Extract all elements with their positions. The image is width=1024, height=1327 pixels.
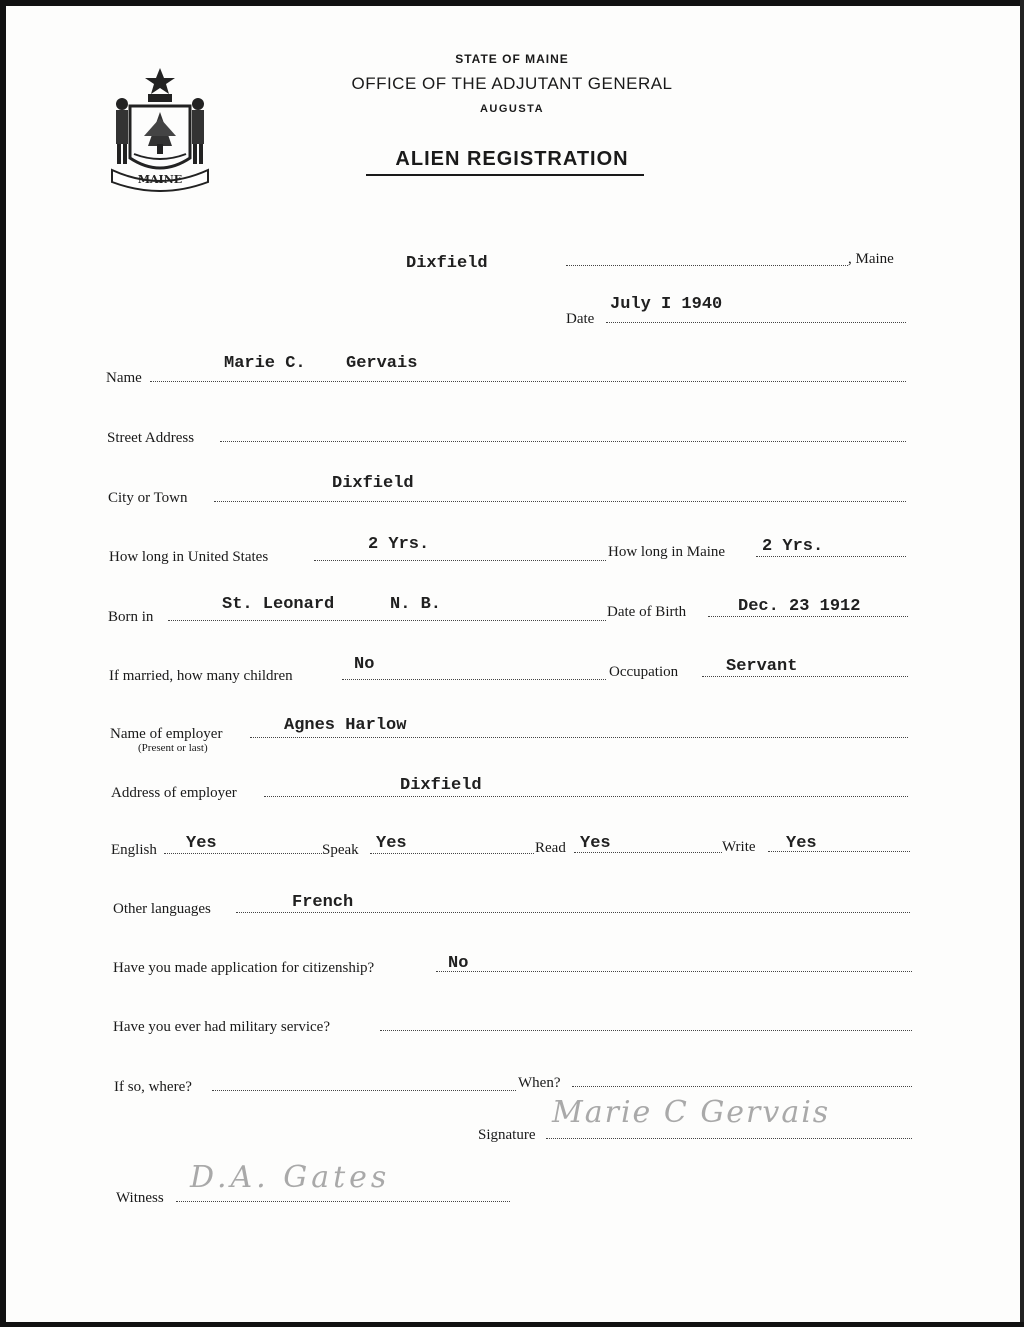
seal-banner-text: MAINE xyxy=(137,173,183,186)
military-line xyxy=(380,1030,912,1031)
military-label: Have you ever had military service? xyxy=(113,1019,330,1035)
dob-line xyxy=(708,616,908,617)
write-line xyxy=(768,851,910,852)
speak-label: Speak xyxy=(322,842,359,858)
street-line xyxy=(220,441,906,442)
name-label: Name xyxy=(106,370,142,386)
citizenship-line xyxy=(436,971,912,972)
date-line xyxy=(606,322,906,323)
scan-edge-bottom xyxy=(0,1322,1024,1327)
place-line xyxy=(566,265,848,266)
where-label: If so, where? xyxy=(114,1079,192,1095)
children-line xyxy=(342,679,606,680)
other-languages-value: French xyxy=(292,893,354,912)
other-languages-line xyxy=(236,912,910,913)
born-town-value: St. Leonard xyxy=(222,595,335,614)
employer-label: Name of employer xyxy=(110,726,223,742)
scan-edge-right xyxy=(1020,0,1024,1327)
street-label: Street Address xyxy=(107,430,195,446)
scan-edge-top xyxy=(0,0,1024,6)
occupation-label: Occupation xyxy=(609,664,679,680)
english-value: Yes xyxy=(186,834,217,853)
children-label: If married, how many children xyxy=(109,668,293,684)
name-line xyxy=(150,381,906,382)
english-line xyxy=(164,853,322,854)
born-line xyxy=(168,620,606,621)
scan-edge-left xyxy=(0,0,6,1327)
city-value: Dixfield xyxy=(332,474,414,493)
speak-value: Yes xyxy=(376,834,407,853)
citizenship-label: Have you made application for citizenship? xyxy=(113,960,375,976)
born-province-value: N. B. xyxy=(390,595,442,614)
us-duration-line xyxy=(314,560,606,561)
read-label: Read xyxy=(535,840,566,856)
read-line xyxy=(574,852,722,853)
header-office: OFFICE OF THE ADJUTANT GENERAL xyxy=(351,74,673,93)
born-label: Born in xyxy=(108,609,154,625)
employer-address-label: Address of employer xyxy=(111,785,237,801)
header-city: AUGUSTA xyxy=(479,103,545,115)
english-label: English xyxy=(111,842,157,858)
place-suffix: , Maine xyxy=(848,251,894,267)
write-label: Write xyxy=(722,839,756,855)
form-title: ALIEN REGISTRATION xyxy=(395,148,629,170)
witness-handwriting: D.A. Gates xyxy=(190,1160,391,1195)
where-line xyxy=(212,1090,516,1091)
other-languages-label: Other languages xyxy=(113,901,211,917)
signature-label: Signature xyxy=(478,1127,536,1143)
read-value: Yes xyxy=(580,834,611,853)
date-label: Date xyxy=(566,311,595,327)
header-state: STATE OF MAINE xyxy=(455,52,569,66)
city-label: City or Town xyxy=(108,490,188,506)
dob-value: Dec. 23 1912 xyxy=(738,597,861,616)
place-value: Dixfield xyxy=(406,254,488,273)
dob-label: Date of Birth xyxy=(607,604,687,620)
title-underline xyxy=(366,174,644,176)
employer-sublabel: (Present or last) xyxy=(138,742,208,754)
write-value: Yes xyxy=(786,834,817,853)
employer-address-line xyxy=(264,796,908,797)
children-value: No xyxy=(354,655,375,674)
speak-line xyxy=(370,853,534,854)
city-line xyxy=(214,501,906,502)
maine-duration-line xyxy=(756,556,906,557)
employer-value: Agnes Harlow xyxy=(284,716,407,735)
name-last-value: Gervais xyxy=(346,354,418,373)
when-line xyxy=(572,1086,912,1087)
signature-handwriting: Marie C Gervais xyxy=(552,1095,831,1130)
maine-duration-label: How long in Maine xyxy=(608,544,726,560)
name-first-value: Marie C. xyxy=(224,354,306,373)
us-duration-label: How long in United States xyxy=(109,549,269,565)
maine-duration-value: 2 Yrs. xyxy=(762,537,824,556)
citizenship-value: No xyxy=(448,954,469,973)
employer-line xyxy=(250,737,908,738)
when-label: When? xyxy=(518,1075,561,1091)
employer-address-value: Dixfield xyxy=(400,776,482,795)
occupation-line xyxy=(702,676,908,677)
us-duration-value: 2 Yrs. xyxy=(368,535,430,554)
witness-line xyxy=(176,1201,510,1202)
signature-line xyxy=(546,1138,912,1139)
occupation-value: Servant xyxy=(726,657,798,676)
date-value: July I 1940 xyxy=(610,295,723,314)
witness-label: Witness xyxy=(116,1190,164,1206)
